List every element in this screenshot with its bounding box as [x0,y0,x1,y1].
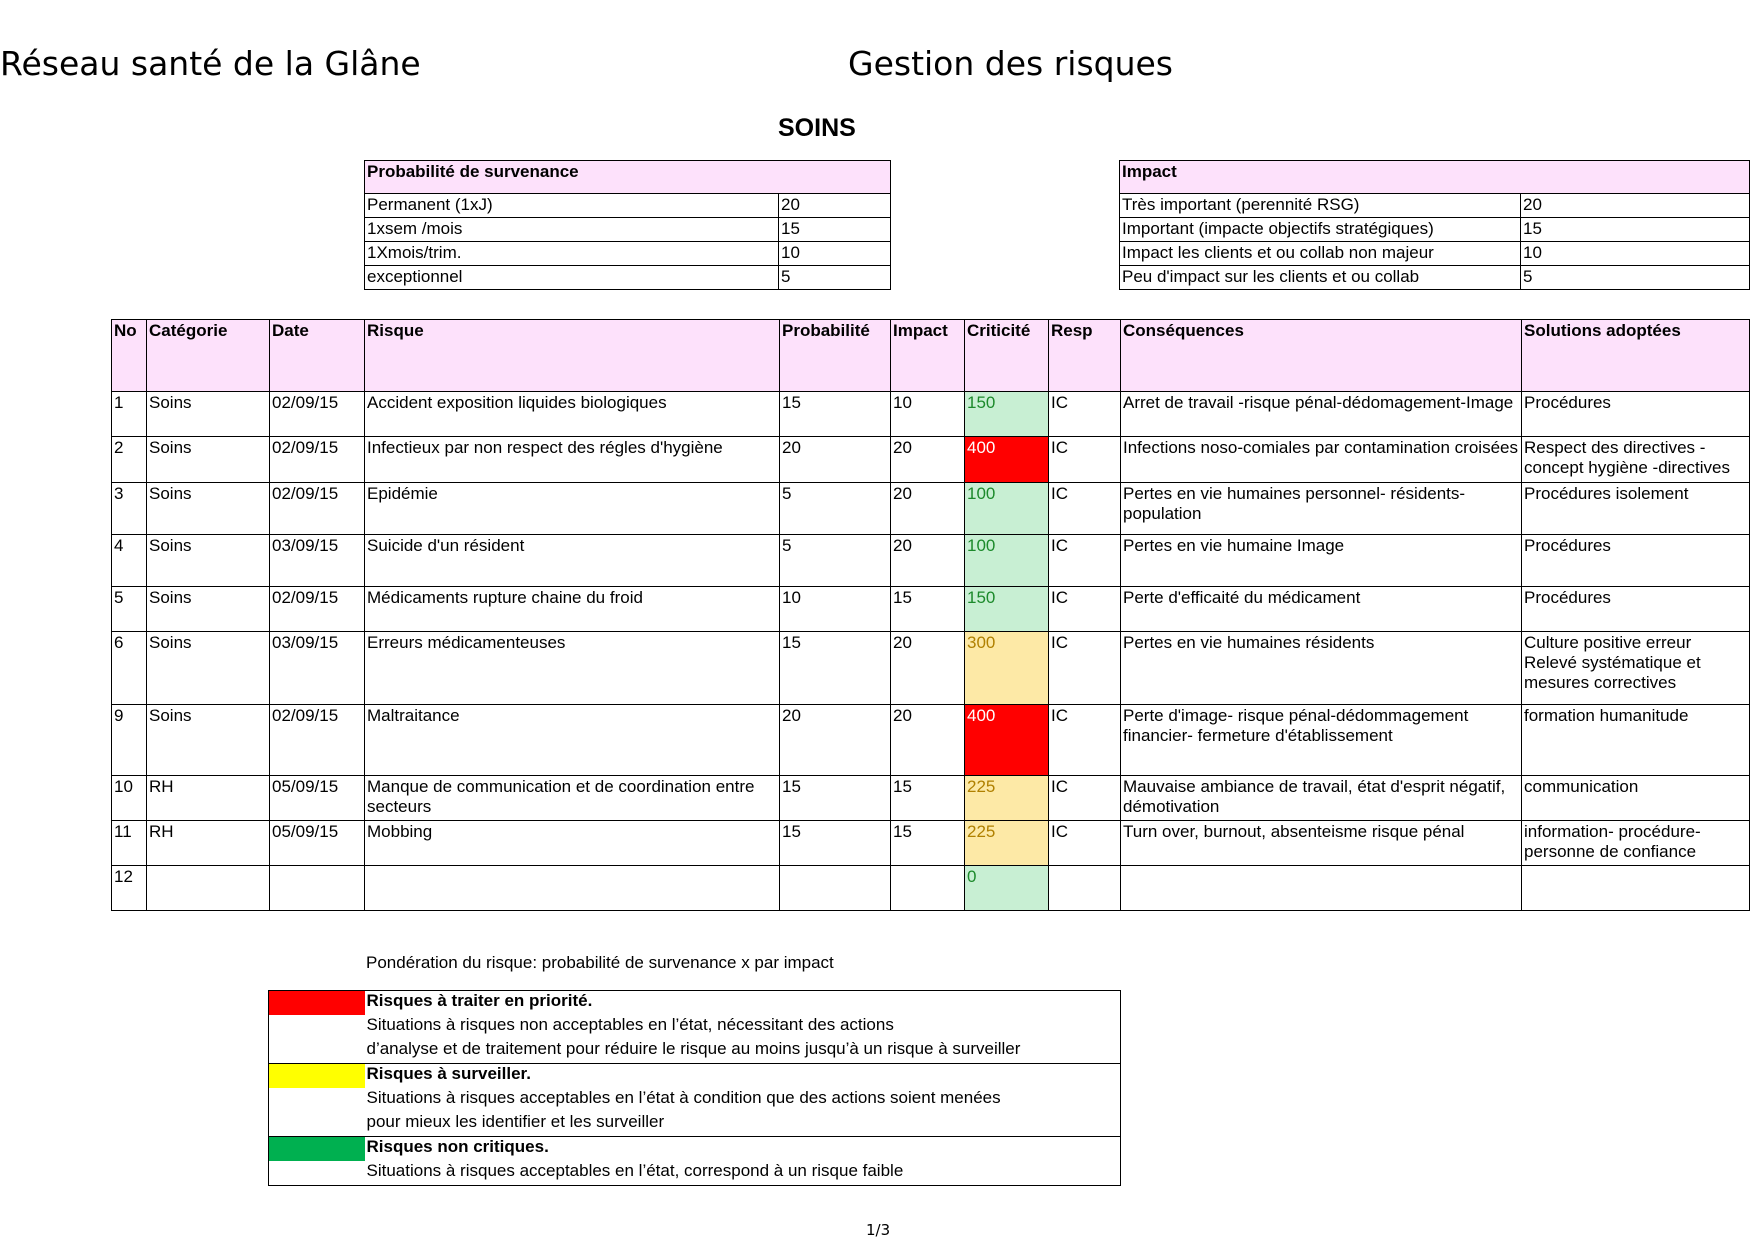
cell-risk: Maltraitance [365,705,780,776]
cell-criticity: 225 [965,776,1049,821]
risk-legend [268,990,1121,1186]
cell-category: Soins [147,587,270,632]
cell-category: RH [147,821,270,866]
impact-label: Impact les clients et ou collab non majeur [1120,242,1521,266]
cell-probability: 20 [780,705,891,776]
table-row [112,587,1750,632]
cell-impact: 20 [891,437,965,483]
cell-criticity: 150 [965,392,1049,437]
cell-category: RH [147,776,270,821]
impact-label: Très important (perennité RSG) [1120,194,1521,218]
cell-consequences: Mauvaise ambiance de travail, état d'esprit négatif, démotivation [1121,776,1522,821]
cell-resp: IC [1049,437,1121,483]
cell-date: 02/09/15 [270,705,365,776]
probability-value: 10 [779,242,891,266]
legend-description: Situations à risques non acceptables en l’état, nécessitant des actions [365,1015,1121,1039]
cell-resp: IC [1049,705,1121,776]
legend-title: Risques à surveiller. [365,1064,1121,1089]
cell-impact: 15 [891,587,965,632]
cell-criticity: 100 [965,535,1049,587]
col-header-criticity: Criticité [965,320,1049,392]
probability-value: 15 [779,218,891,242]
cell-no: 1 [112,392,147,437]
legend-description: d’analyse et de traitement pour réduire le risque au moins jusqu’à un risque à surveiller [365,1039,1121,1064]
header-document-title: Gestion des risques [848,44,1173,83]
legend-swatch-red [269,991,365,1016]
cell-date: 02/09/15 [270,437,365,483]
cell-consequences: Pertes en vie humaines résidents [1121,632,1522,705]
cell-date: 02/09/15 [270,483,365,535]
cell-consequences: Arret de travail -risque pénal-dédomagement-Image [1121,392,1522,437]
cell-no: 6 [112,632,147,705]
probability-row [365,218,891,242]
cell-date [270,866,365,911]
cell-impact: 20 [891,632,965,705]
probability-row [365,266,891,290]
cell-date: 02/09/15 [270,587,365,632]
probability-scale-table [364,160,891,290]
cell-impact: 20 [891,535,965,587]
cell-probability: 15 [780,392,891,437]
cell-no: 10 [112,776,147,821]
table-row [112,392,1750,437]
cell-resp: IC [1049,587,1121,632]
cell-probability: 10 [780,587,891,632]
header-organization: Réseau santé de la Glâne [0,44,421,83]
cell-risk: Médicaments rupture chaine du froid [365,587,780,632]
cell-date: 05/09/15 [270,776,365,821]
cell-impact: 10 [891,392,965,437]
cell-impact: 15 [891,821,965,866]
cell-resp: IC [1049,776,1121,821]
impact-value: 15 [1521,218,1750,242]
cell-resp: IC [1049,821,1121,866]
table-row [112,632,1750,705]
cell-no: 5 [112,587,147,632]
cell-solutions: Procédures [1522,587,1750,632]
probability-label: Permanent (1xJ) [365,194,779,218]
cell-consequences: Pertes en vie humaines personnel- résidents- population [1121,483,1522,535]
legend-description: pour mieux les identifier et les surveiller [365,1112,1121,1137]
cell-category: Soins [147,483,270,535]
cell-impact: 20 [891,705,965,776]
cell-resp [1049,866,1121,911]
impact-value: 20 [1521,194,1750,218]
col-header-resp: Resp [1049,320,1121,392]
cell-risk: Accident exposition liquides biologiques [365,392,780,437]
table-row [112,821,1750,866]
cell-impact: 20 [891,483,965,535]
cell-risk [365,866,780,911]
impact-value: 10 [1521,242,1750,266]
cell-no: 3 [112,483,147,535]
cell-risk: Infectieux par non respect des régles d'hygiène [365,437,780,483]
col-header-no: No [112,320,147,392]
cell-consequences [1121,866,1522,911]
cell-criticity: 225 [965,821,1049,866]
cell-consequences: Pertes en vie humaine Image [1121,535,1522,587]
cell-consequences: Perte d'efficaité du médicament [1121,587,1522,632]
cell-category [147,866,270,911]
col-header-probability: Probabilité [780,320,891,392]
table-row [112,483,1750,535]
cell-risk: Mobbing [365,821,780,866]
probability-value: 5 [779,266,891,290]
impact-label: Peu d'impact sur les clients et ou collab [1120,266,1521,290]
cell-criticity: 150 [965,587,1049,632]
cell-category: Soins [147,535,270,587]
col-header-solutions: Solutions adoptées [1522,320,1750,392]
cell-criticity: 300 [965,632,1049,705]
legend-entry-priority [269,991,1121,1016]
cell-criticity: 100 [965,483,1049,535]
col-header-date: Date [270,320,365,392]
cell-probability: 5 [780,483,891,535]
table-row [112,535,1750,587]
cell-category: Soins [147,392,270,437]
cell-solutions: Respect des directives - concept hygiène -directives [1522,437,1750,483]
cell-solutions: Procédures isolement [1522,483,1750,535]
probability-row [365,194,891,218]
cell-category: Soins [147,437,270,483]
legend-entry-noncritical [269,1137,1121,1162]
impact-row [1120,266,1750,290]
impact-scale-heading: Impact [1120,161,1750,194]
col-header-risk: Risque [365,320,780,392]
risk-register-table [111,319,1750,911]
probability-scale-heading: Probabilité de survenance [365,161,891,194]
cell-no: 12 [112,866,147,911]
cell-solutions: formation humanitude [1522,705,1750,776]
col-header-consequences: Conséquences [1121,320,1522,392]
cell-resp: IC [1049,392,1121,437]
cell-probability [780,866,891,911]
cell-impact [891,866,965,911]
cell-resp: IC [1049,483,1121,535]
cell-solutions: communication [1522,776,1750,821]
table-row [112,866,1750,911]
cell-solutions: Culture positive erreur Relevé systématique et mesures correctives [1522,632,1750,705]
legend-swatch-yellow [269,1064,365,1089]
page-number: 1/3 [866,1221,891,1239]
cell-criticity: 400 [965,705,1049,776]
cell-consequences: Turn over, burnout, absenteisme risque pénal [1121,821,1522,866]
cell-consequences: Infections noso-comiales par contamination croisées [1121,437,1522,483]
legend-entry-monitor [269,1064,1121,1089]
cell-no: 9 [112,705,147,776]
col-header-impact: Impact [891,320,965,392]
probability-label: 1Xmois/trim. [365,242,779,266]
table-row [112,437,1750,483]
cell-date: 03/09/15 [270,632,365,705]
table-row [112,776,1750,821]
legend-title: Risques non critiques. [365,1137,1121,1162]
sheet-title: SOINS [778,114,856,142]
legend-description: Situations à risques acceptables en l’état, correspond à un risque faible [365,1161,1121,1186]
impact-label: Important (impacte objectifs stratégiques) [1120,218,1521,242]
cell-date: 02/09/15 [270,392,365,437]
impact-scale-table [1119,160,1750,290]
cell-date: 05/09/15 [270,821,365,866]
table-row [112,705,1750,776]
impact-row [1120,242,1750,266]
cell-no: 4 [112,535,147,587]
cell-category: Soins [147,705,270,776]
probability-label: 1xsem /mois [365,218,779,242]
probability-row [365,242,891,266]
cell-solutions: Procédures [1522,392,1750,437]
cell-date: 03/09/15 [270,535,365,587]
legend-title: Risques à traiter en priorité. [365,991,1121,1016]
cell-probability: 20 [780,437,891,483]
cell-category: Soins [147,632,270,705]
cell-probability: 15 [780,776,891,821]
cell-impact: 15 [891,776,965,821]
cell-solutions: Procédures [1522,535,1750,587]
cell-resp: IC [1049,632,1121,705]
cell-criticity: 0 [965,866,1049,911]
impact-row [1120,194,1750,218]
probability-label: exceptionnel [365,266,779,290]
cell-risk: Manque de communication et de coordination entre secteurs [365,776,780,821]
cell-probability: 5 [780,535,891,587]
cell-resp: IC [1049,535,1121,587]
cell-solutions [1522,866,1750,911]
cell-consequences: Perte d'image- risque pénal-dédommagement financier- fermeture d'établissement [1121,705,1522,776]
legend-swatch-green [269,1137,365,1162]
impact-row [1120,218,1750,242]
cell-risk: Suicide d'un résident [365,535,780,587]
cell-risk: Erreurs médicamenteuses [365,632,780,705]
impact-value: 5 [1521,266,1750,290]
weighting-note: Pondération du risque: probabilité de survenance x par impact [366,953,834,972]
cell-probability: 15 [780,821,891,866]
cell-probability: 15 [780,632,891,705]
cell-no: 2 [112,437,147,483]
legend-description: Situations à risques acceptables en l’état à condition que des actions soient menées [365,1088,1121,1112]
cell-no: 11 [112,821,147,866]
col-header-category: Catégorie [147,320,270,392]
cell-risk: Epidémie [365,483,780,535]
risk-table-header [112,320,1750,392]
cell-solutions: information- procédure- personne de confiance [1522,821,1750,866]
cell-criticity: 400 [965,437,1049,483]
probability-value: 20 [779,194,891,218]
